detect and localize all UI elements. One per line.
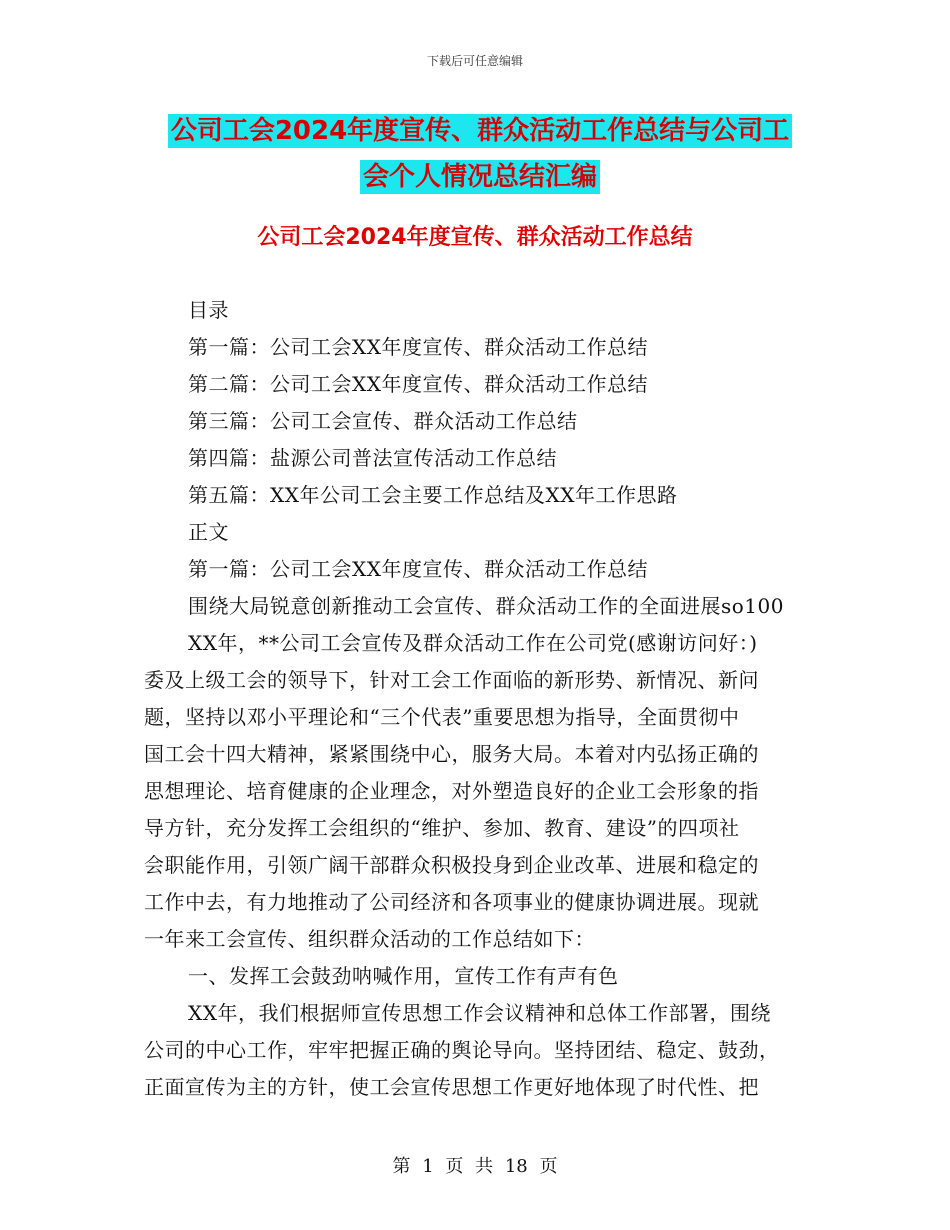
section-heading: 一、发挥工会鼓劲呐喊作用，宣传工作有声有色: [188, 964, 619, 988]
header-note: 下载后可任意编辑: [426, 54, 523, 68]
section-title: 公司工会2024年度宣传、群众活动工作总结: [257, 225, 693, 250]
paragraph-line: 思想理论、培育健康的企业理念，对外塑造良好的企业工会形象的指: [144, 779, 759, 803]
paragraph-line: 公司的中心工作，牢牢把握正确的舆论导向。坚持团结、稳定、鼓劲，: [144, 1038, 780, 1062]
toc-item: 第五篇：XX年公司工会主要工作总结及XX年工作思路: [188, 483, 678, 507]
body-heading: 正文: [188, 520, 229, 544]
toc-item: 第四篇：盐源公司普法宣传活动工作总结: [188, 446, 557, 470]
article-title: 第一篇：公司工会XX年度宣传、群众活动工作总结: [188, 557, 648, 581]
document-title-line-1: 公司工会2024年度宣传、群众活动工作总结与公司工: [168, 114, 792, 148]
toc-heading: 目录: [188, 298, 229, 322]
toc-item: 第一篇：公司工会XX年度宣传、群众活动工作总结: [188, 335, 648, 359]
paragraph-line: 正面宣传为主的方针，使工会宣传思想工作更好地体现了时代性、把: [144, 1075, 759, 1099]
paragraph-line: 国工会十四大精神，紧紧围绕中心，服务大局。本着对内弘扬正确的: [144, 742, 759, 766]
document-title: [140, 108, 820, 200]
document-title-line-2: 会个人情况总结汇编: [360, 160, 600, 194]
toc-item: 第三篇：公司工会宣传、群众活动工作总结: [188, 409, 578, 433]
toc-item: 第二篇：公司工会XX年度宣传、群众活动工作总结: [188, 372, 648, 396]
paragraph-line: XX年，**公司工会宣传及群众活动工作在公司党(感谢访问好：): [188, 631, 758, 655]
page-number: 第 1 页 共 18 页: [392, 1156, 558, 1177]
paragraph-line: XX年，我们根据师宣传思想工作会议精神和总体工作部署，围绕: [188, 1001, 771, 1025]
paragraph-line: 工作中去，有力地推动了公司经济和各项事业的健康协调进展。现就: [144, 890, 759, 914]
paragraph-line: 题，坚持以邓小平理论和“三个代表”重要思想为指导，全面贯彻中: [144, 705, 740, 729]
paragraph-line: 委及上级工会的领导下，针对工会工作面临的新形势、新情况、新问: [144, 668, 759, 692]
paragraph-line: 一年来工会宣传、组织群众活动的工作总结如下：: [144, 927, 595, 951]
paragraph-line: 导方针，充分发挥工会组织的“维护、参加、教育、建设”的四项社: [144, 816, 740, 840]
paragraph-line: 会职能作用，引领广阔干部群众积极投身到企业改革、进展和稳定的: [144, 853, 759, 877]
article-subtitle: 围绕大局锐意创新推动工会宣传、群众活动工作的全面进展so100: [188, 594, 784, 618]
